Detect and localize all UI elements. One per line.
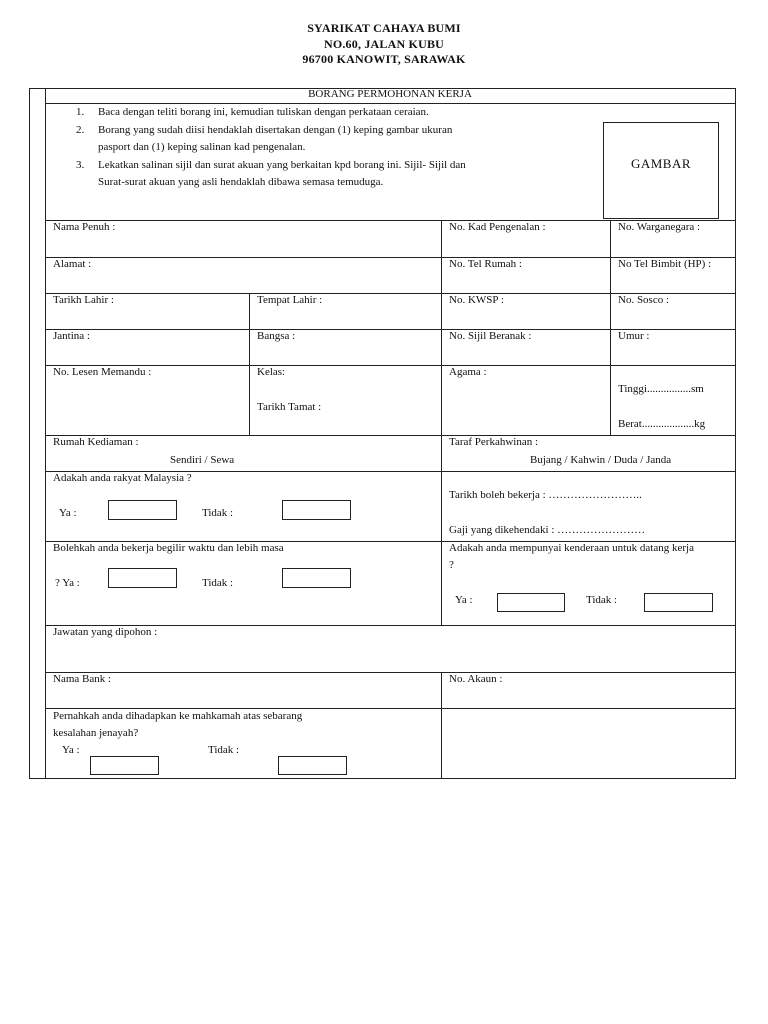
instruction-text: Lekatkan salinan sijil dan surat akuan yang berkaitan kpd borang ini. Sijil- Sijil dan: [98, 159, 466, 171]
label-bangsa: Bangsa :: [257, 330, 296, 342]
label-berat: Berat...................kg: [618, 418, 706, 430]
label-mahkamah: Pernahkah anda dihadapkan ke mahkamah atas sebarang: [53, 710, 303, 722]
instruction-number: 2.: [76, 124, 85, 136]
column-divider: [610, 220, 611, 435]
label-tidak: Tidak :: [586, 594, 618, 606]
instruction-text: Baca dengan teliti borang ini, kemudian tuliskan dengan perkataan ceraian.: [98, 106, 429, 118]
row-divider: [45, 672, 735, 673]
instruction-text: Surat-surat akuan yang asli hendaklah dibawa semasa temuduga.: [98, 176, 384, 188]
column-divider: [441, 672, 442, 778]
label-agama: Agama :: [449, 366, 487, 378]
label-no-kad-pengenalan: No. Kad Pengenalan :: [449, 221, 546, 233]
label-kenderaan: Adakah anda mempunyai kenderaan untuk datang kerja: [449, 542, 694, 554]
label-kwsp: No. KWSP :: [449, 294, 504, 306]
label-tel-rumah: No. Tel Rumah :: [449, 258, 522, 270]
label-tel-bimbit: No Tel Bimbit (HP) :: [618, 258, 712, 270]
checkbox-rakyat-ya[interactable]: [108, 500, 177, 520]
checkbox-mahkamah-ya[interactable]: [90, 756, 159, 775]
column-divider: [441, 220, 442, 625]
label-tidak: Tidak :: [202, 577, 234, 589]
label-alamat: Alamat :: [53, 258, 92, 270]
label-tidak: Tidak :: [208, 744, 240, 756]
instruction-number: 1.: [76, 106, 85, 118]
label-ya: ? Ya :: [55, 577, 80, 589]
label-gaji: Gaji yang dikehendaki : ……………………: [449, 524, 646, 536]
checkbox-kenderaan-tidak[interactable]: [644, 593, 713, 612]
label-warganegara: No. Warganegara :: [618, 221, 701, 233]
label-kenderaan-mark: ?: [449, 559, 454, 571]
table-border: [29, 88, 30, 779]
label-jantina: Jantina :: [53, 330, 90, 342]
checkbox-bergilir-ya[interactable]: [108, 568, 177, 588]
company-address-line2: 96700 KANOWIT, SARAWAK: [302, 52, 466, 66]
photo-label: GAMBAR: [630, 156, 692, 171]
label-tarikh-lahir: Tarikh Lahir :: [53, 294, 114, 306]
label-taraf-perkahwinan: Taraf Perkahwinan :: [449, 436, 539, 448]
table-border: [29, 778, 736, 779]
company-name: SYARIKAT CAHAYA BUMI: [307, 21, 461, 35]
instruction-text: Borang yang sudah diisi hendaklah disertakan dengan (1) keping gambar ukuran: [98, 124, 453, 136]
label-umur: Umur :: [618, 330, 650, 342]
label-no-akaun: No. Akaun :: [449, 673, 503, 685]
form-title: BORANG PERMOHONAN KERJA: [308, 88, 472, 100]
label-ya: Ya :: [62, 744, 80, 756]
label-sosco: No. Sosco :: [618, 294, 670, 306]
company-address-line1: NO.60, JALAN KUBU: [323, 37, 445, 51]
label-ya: Ya :: [455, 594, 473, 606]
row-divider: [45, 103, 735, 104]
label-bekerja-bergilir: Bolehkah anda bekerja begilir waktu dan lebih masa: [53, 542, 284, 554]
label-lesen-memandu: No. Lesen Memandu :: [53, 366, 152, 378]
table-border: [735, 88, 736, 779]
table-border: [45, 88, 46, 779]
column-divider: [249, 293, 250, 435]
label-rakyat-malaysia: Adakah anda rakyat Malaysia ?: [53, 472, 192, 484]
label-sijil-beranak: No. Sijil Beranak :: [449, 330, 532, 342]
label-tempat-lahir: Tempat Lahir :: [257, 294, 323, 306]
label-jawatan: Jawatan yang dipohon :: [53, 626, 158, 638]
label-ya: Ya :: [59, 507, 77, 519]
checkbox-kenderaan-ya[interactable]: [497, 593, 565, 612]
row-divider: [45, 708, 735, 709]
label-nama-bank: Nama Bank :: [53, 673, 112, 685]
instruction-number: 3.: [76, 159, 85, 171]
checkbox-mahkamah-tidak[interactable]: [278, 756, 347, 775]
checkbox-bergilir-tidak[interactable]: [282, 568, 351, 588]
checkbox-rakyat-tidak[interactable]: [282, 500, 351, 520]
label-rumah-kediaman: Rumah Kediaman :: [53, 436, 139, 448]
label-tidak: Tidak :: [202, 507, 234, 519]
photo-box[interactable]: [603, 122, 719, 219]
instruction-text: pasport dan (1) keping salinan kad pengenalan.: [98, 141, 306, 153]
label-tinggi: Tinggi................sm: [618, 383, 704, 395]
label-tarikh-boleh-bekerja: Tarikh boleh bekerja : ……………………..: [449, 489, 642, 501]
rumah-options: Sendiri / Sewa: [170, 454, 235, 466]
row-divider: [45, 435, 735, 436]
label-tarikh-tamat: Tarikh Tamat :: [257, 401, 322, 413]
taraf-options: Bujang / Kahwin / Duda / Janda: [530, 454, 672, 466]
label-nama-penuh: Nama Penuh :: [53, 221, 116, 233]
label-mahkamah-line2: kesalahan jenayah?: [53, 727, 139, 739]
label-kelas: Kelas:: [257, 366, 286, 378]
